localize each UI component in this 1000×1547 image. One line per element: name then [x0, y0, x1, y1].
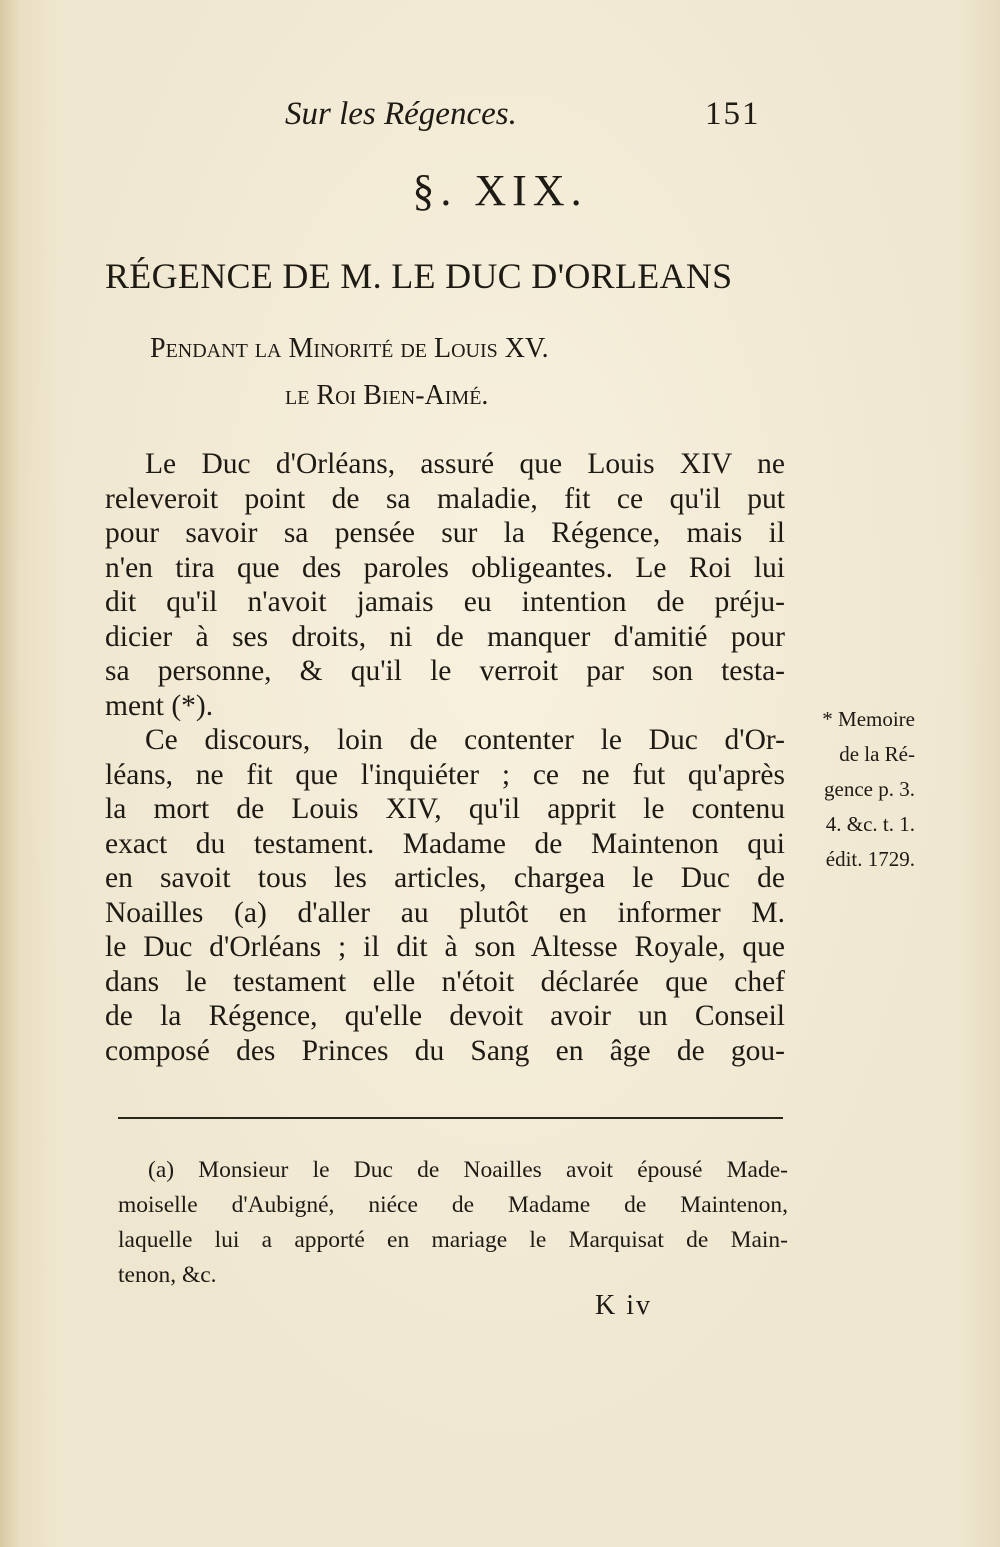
- footnote-line: tenon, &c.: [118, 1262, 217, 1288]
- body-line: Noailles (a) d'aller au plutôt en informer M.: [105, 896, 785, 929]
- body-line: dans le testament elle n'étoit déclarée que chef: [105, 965, 785, 998]
- body-line: pour savoir sa pensée sur la Régence, mais il: [105, 517, 785, 549]
- footnote-rule: [118, 1117, 783, 1119]
- chapter-title: RÉGENCE DE M. LE DUC D'ORLEANS: [105, 256, 733, 296]
- body-line: composé des Princes du Sang en âge de gou-: [105, 1034, 785, 1067]
- footnote-line: moiselle d'Aubigné, niéce de Madame de Maintenon,: [118, 1192, 788, 1218]
- body-line: le Duc d'Orléans ; il dit à son Altesse Royale, que: [105, 931, 785, 963]
- running-head: [285, 96, 785, 146]
- body-line: de la Régence, qu'elle devoit avoir un Conseil: [105, 1000, 785, 1032]
- chapter-subtitle-line-1: Pendant la Minorité de Louis XV.: [150, 333, 549, 364]
- body-line: Le Duc d'Orléans, assuré que Louis XIV ne: [145, 448, 785, 480]
- body-line: n'en tira que des paroles obligeantes. Le Roi lui: [105, 551, 785, 584]
- body-line: Ce discours, loin de contenter le Duc d'Or-: [145, 724, 785, 756]
- body-line: dicier à ses droits, ni de manquer d'amitié pour: [105, 620, 785, 653]
- chapter-subtitle-line-2: le Roi Bien-Aimé.: [285, 380, 489, 411]
- body-text: [105, 447, 785, 1068]
- signature-mark: K iv: [595, 1290, 652, 1321]
- body-line: dit qu'il n'avoit jamais eu intention de préju-: [105, 586, 785, 618]
- margin-note: [785, 702, 915, 877]
- body-line: léans, ne fit que l'inquiéter ; ce ne fut qu'après: [105, 758, 785, 791]
- running-head-title: Sur les Régences.: [285, 96, 517, 132]
- margin-note-line: de la Ré-: [839, 742, 915, 766]
- body-line: releveroit point de sa maladie, fit ce qu'il put: [105, 482, 785, 515]
- body-line: la mort de Louis XIV, qu'il apprit le contenu: [105, 793, 785, 825]
- page-number: 151: [705, 96, 761, 132]
- section-number: §. XIX.: [412, 166, 588, 215]
- body-line: sa personne, & qu'il le verroit par son testa-: [105, 655, 785, 687]
- body-line: en savoit tous les articles, chargea le Duc de: [105, 862, 785, 894]
- body-line: ment (*).: [105, 689, 214, 722]
- margin-note-line: édit. 1729.: [825, 847, 915, 871]
- footnote-line: (a) Monsieur le Duc de Noailles avoit épousé Made-: [148, 1157, 788, 1183]
- footnote: [118, 1153, 788, 1293]
- body-line: exact du testament. Madame de Maintenon qui: [105, 827, 785, 860]
- margin-note-line: * Memoire: [822, 707, 915, 731]
- margin-note-line: 4. &c. t. 1.: [825, 812, 915, 836]
- footnote-line: laquelle lui a apporté en mariage le Marquisat de Main-: [118, 1227, 788, 1253]
- margin-note-line: gence p. 3.: [824, 777, 915, 801]
